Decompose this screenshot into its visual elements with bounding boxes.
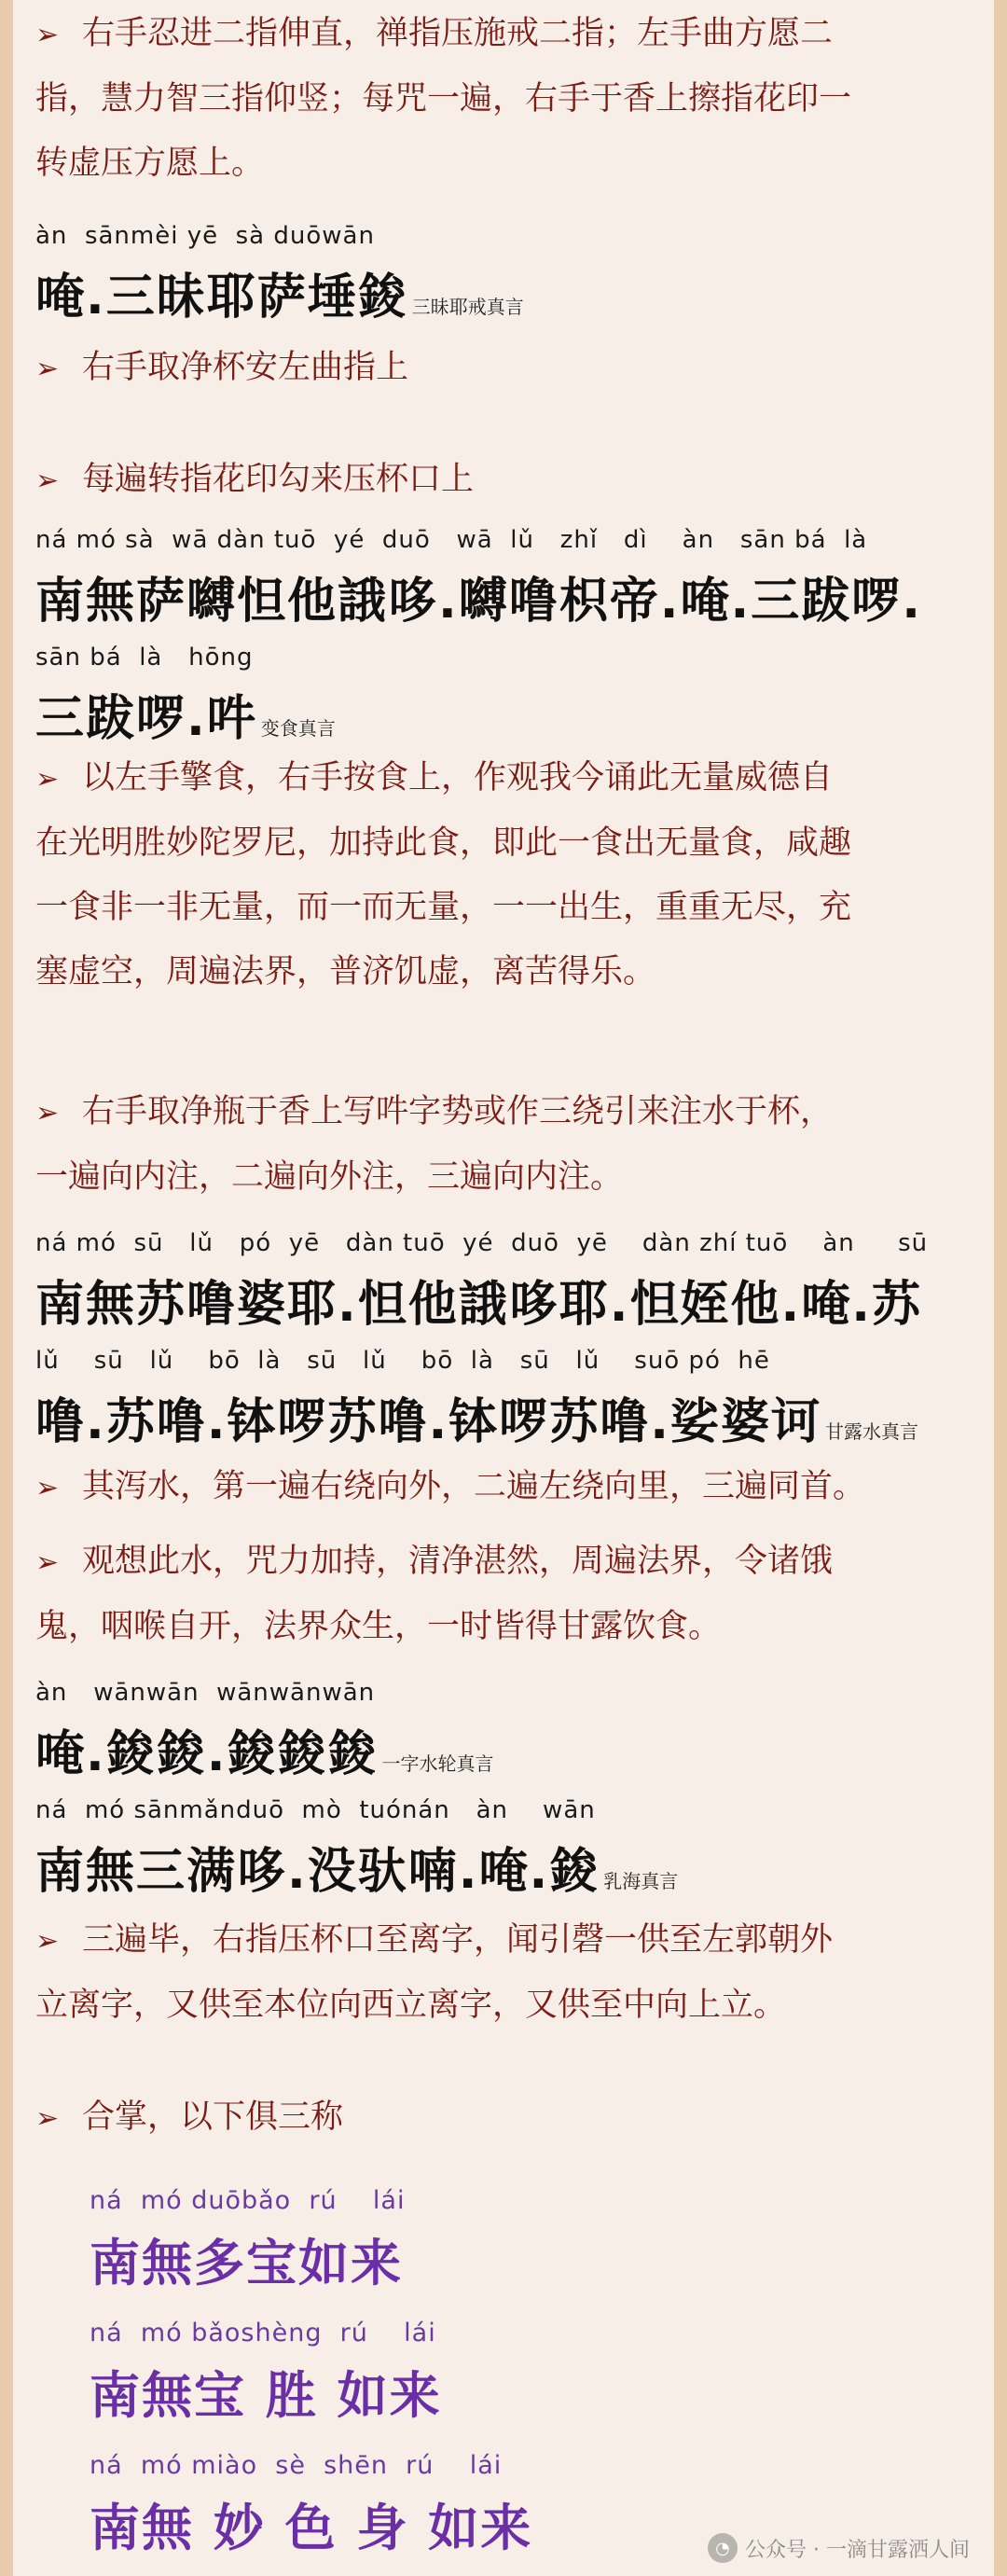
mantra-label: 变食真言 [260,717,336,740]
arrowhead-right-icon: ➢ [35,763,60,796]
mantra-label: 乳海真言 [603,1870,679,1892]
mantra-text: 南無苏噜婆耶.怛他誐哆耶.怛姪他.唵.苏 [35,1277,923,1333]
pinyin-line: ná mó sānmǎnduō mò tuónán àn wān [35,1796,596,1824]
pinyin-line: ná mó bǎoshèng rú lái [90,2319,436,2347]
mantra-transform-food [35,526,977,761]
left-border [0,0,13,2576]
mantra-sweet-dew-water [35,1229,977,1464]
mantra-milk-ocean [35,1796,977,1914]
buddha-name-text: 南無宝 胜 如来 [90,2366,442,2425]
arrowhead-right-icon: ➢ [35,353,60,385]
instruction-paragraph-6: ➢ 其泻水，第一遍右绕向外，二遍左绕向里，三遍同首。 [35,1455,977,1520]
wechat-icon: ◔ [708,2533,738,2563]
arrowhead-right-icon: ➢ [35,1546,60,1579]
mantra-text: 噜.苏噜.钵啰苏噜.钵啰苏噜.娑婆诃 甘露水真言 [35,1394,919,1450]
right-border [994,0,1007,2576]
instruction-paragraph-9: ➢ 合掌，以下俱三称 [35,2085,977,2151]
mantra-text: 唵.三昧耶萨埵鋑 三昧耶戒真言 [35,270,524,325]
pinyin-line: àn sānmèi yē sà duōwān [35,222,375,250]
instruction-paragraph-4: ➢ 以左手擎食，右手按食上，作观我今诵此无量威德自 在光明胜妙陀罗尼，加持此食，即此一食出无量食，咸趣 一食非一非无量，而一而无量，一一出生，重重无尽，充 塞虚空，周遍法界，普济饥虚，离苦得乐。 [35,746,977,1004]
watermark-text: 公众号 · 一滴甘露洒人间 [745,2538,970,2562]
arrowhead-right-icon: ➢ [35,19,60,51]
mantra-text: 唵.鋑鋑.鋑鋑鋑 一字水轮真言 [35,1726,494,1782]
pinyin-line: ná mó duōbǎo rú lái [90,2186,406,2215]
mantra-label: 甘露水真言 [825,1420,919,1443]
buddha-name-text: 南無多宝如来 [90,2234,403,2292]
arrowhead-right-icon: ➢ [35,464,60,497]
mantra-text: 南無萨嚩怛他誐哆.嚩噜枳帝.唵.三跋啰. [35,574,923,630]
instruction-paragraph-3: ➢ 每遍转指花印勾来压杯口上 [35,448,977,513]
instruction-paragraph-1: ➢ 右手忍进二指伸直，禅指压施戒二指；左手曲方愿二 指，慧力智三指仰竖；每咒一遍，右手于香上擦指花印一 转虚压方愿上。 [35,2,977,196]
buddha-name-text: 南無 妙 色 身 如来 [90,2499,533,2557]
watermark [708,2533,970,2563]
pinyin-line: lǔ sū lǔ bō là sū lǔ bō là sū lǔ suō pó hē [35,1347,770,1375]
pinyin-line: àn wānwān wānwānwān [35,1679,376,1707]
mantra-one-syllable-water-wheel [35,1679,977,1796]
mantra-samaya [35,222,977,339]
mantra-text: 南無三满哆.没驮喃.唵.鋑 乳海真言 [35,1844,679,1900]
mantra-label: 三昧耶戒真言 [411,296,524,318]
arrowhead-right-icon: ➢ [35,2102,60,2135]
pinyin-line: ná mó sū lǔ pó yē dàn tuō yé duō yē dàn zhí tuō àn sū [35,1229,929,1257]
pinyin-line: ná mó miào sè shēn rú lái [90,2451,503,2480]
instruction-paragraph-7: ➢ 观想此水，咒力加持，清净湛然，周遍法界，令诸饿 鬼，咽喉自开，法界众生，一时皆得甘露饮食。 [35,1530,977,1659]
arrowhead-right-icon: ➢ [35,1925,60,1958]
pinyin-line: ná mó sà wā dàn tuō yé duō wā lǔ zhǐ dì àn sān bá là [35,526,868,554]
pinyin-line: sān bá là hōng [35,644,254,672]
mantra-label: 一字水轮真言 [381,1752,494,1775]
instruction-paragraph-8: ➢ 三遍毕，右指压杯口至离字，闻引磬一供至左郭朝外 立离字，又供至本位向西立离字，又供至中向上立。 [35,1908,977,2038]
arrowhead-right-icon: ➢ [35,1472,60,1504]
instruction-paragraph-5: ➢ 右手取净瓶于香上写吽字势或作三绕引来注水于杯， 一遍向内注，二遍向外注，三遍向内注。 [35,1080,977,1210]
arrowhead-right-icon: ➢ [35,1097,60,1129]
mantra-text: 三跋啰.吽 变食真言 [35,691,336,747]
instruction-paragraph-2: ➢ 右手取净杯安左曲指上 [35,336,977,401]
